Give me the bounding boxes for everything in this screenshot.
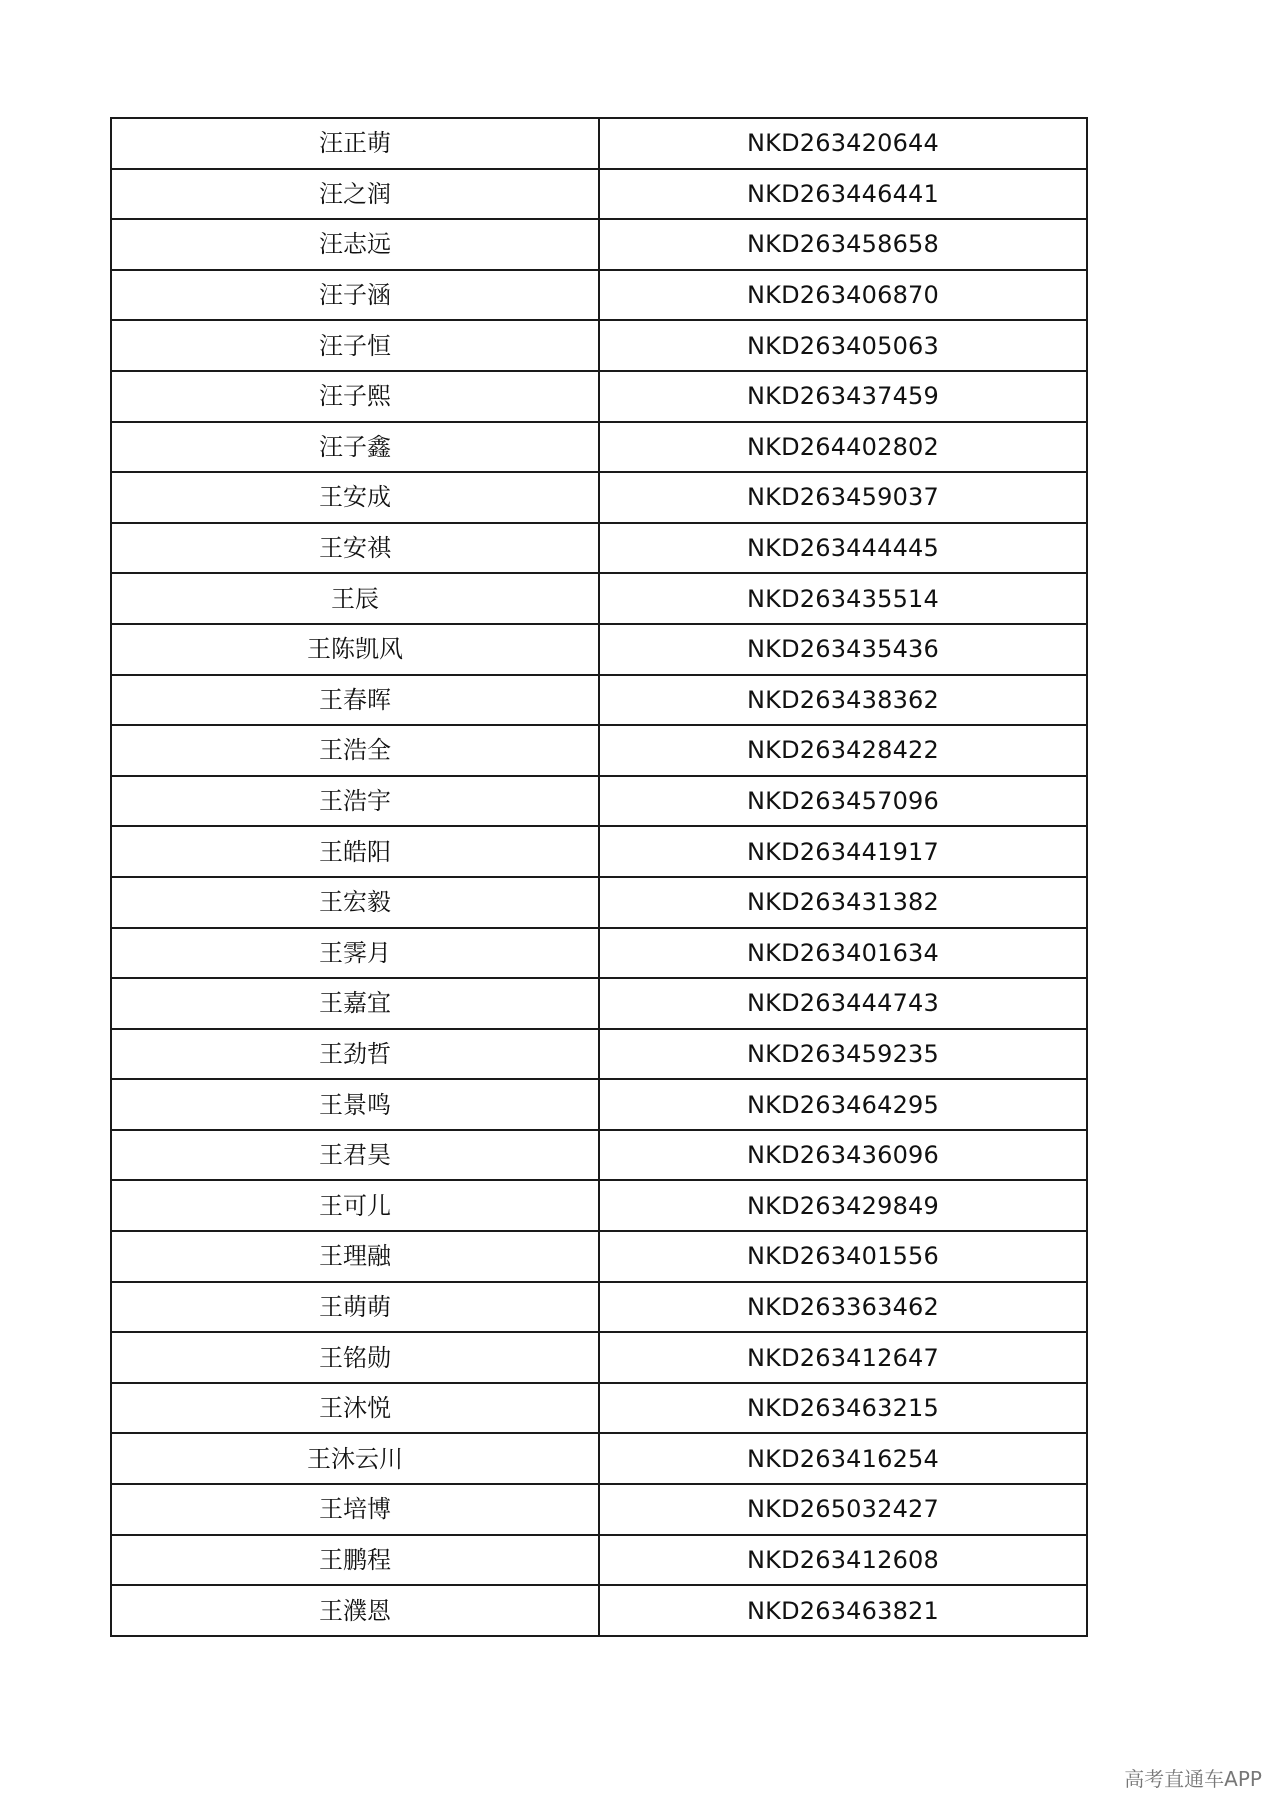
table-row [111,1383,1087,1434]
table-row [111,624,1087,675]
registration-id-cell: NKD263435436 [599,624,1087,675]
student-name-cell: 王春晖 [111,675,599,726]
student-name-cell: 王宏毅 [111,877,599,928]
student-name-cell: 汪正萌 [111,118,599,169]
table-row [111,472,1087,523]
student-name-cell: 汪子鑫 [111,422,599,473]
registration-id-cell: NKD263459037 [599,472,1087,523]
registration-id-cell: NKD263437459 [599,371,1087,422]
table-row [111,1180,1087,1231]
student-name-cell: 王霁月 [111,928,599,979]
registration-id-cell: NKD263463215 [599,1383,1087,1434]
watermark-label: 高考直通车APP [1124,1767,1262,1791]
student-name-cell: 王安祺 [111,523,599,574]
registration-id-cell: NKD263429849 [599,1180,1087,1231]
registration-id-cell: NKD265032427 [599,1484,1087,1535]
table-row [111,573,1087,624]
table-row [111,1585,1087,1636]
student-name-cell: 汪子熙 [111,371,599,422]
registration-id-cell: NKD264402802 [599,422,1087,473]
table-row [111,1484,1087,1535]
student-name-cell: 王安成 [111,472,599,523]
student-name-cell: 汪志远 [111,219,599,270]
student-name-cell: 王沐悦 [111,1383,599,1434]
table-row [111,1332,1087,1383]
table-row [111,320,1087,371]
student-name-cell: 汪子涵 [111,270,599,321]
registration-id-cell: NKD263441917 [599,826,1087,877]
roster-table [110,117,1088,1637]
student-name-cell: 王景鸣 [111,1079,599,1130]
table-row [111,978,1087,1029]
student-name-cell: 汪之润 [111,169,599,220]
student-name-cell: 王劲哲 [111,1029,599,1080]
registration-id-cell: NKD263363462 [599,1282,1087,1333]
table-row [111,1130,1087,1181]
student-name-cell: 汪子恒 [111,320,599,371]
registration-id-cell: NKD263464295 [599,1079,1087,1130]
table-row [111,877,1087,928]
registration-id-cell: NKD263428422 [599,725,1087,776]
student-name-cell: 王可儿 [111,1180,599,1231]
registration-id-cell: NKD263431382 [599,877,1087,928]
table-row [111,675,1087,726]
student-name-cell: 王浩宇 [111,776,599,827]
table-row [111,422,1087,473]
student-name-cell: 王浩全 [111,725,599,776]
table-row [111,1079,1087,1130]
table-row [111,1029,1087,1080]
registration-id-cell: NKD263401634 [599,928,1087,979]
table-row [111,118,1087,169]
table-row [111,523,1087,574]
table-row [111,1535,1087,1586]
registration-id-cell: NKD263435514 [599,573,1087,624]
table-row [111,1231,1087,1282]
registration-id-cell: NKD263446441 [599,169,1087,220]
registration-id-cell: NKD263405063 [599,320,1087,371]
registration-id-cell: NKD263457096 [599,776,1087,827]
registration-id-cell: NKD263412608 [599,1535,1087,1586]
registration-id-cell: NKD263406870 [599,270,1087,321]
table-row [111,928,1087,979]
table-row [111,776,1087,827]
student-name-cell: 王铭勋 [111,1332,599,1383]
table-row [111,1282,1087,1333]
student-name-cell: 王鹏程 [111,1535,599,1586]
registration-id-cell: NKD263401556 [599,1231,1087,1282]
registration-id-cell: NKD263463821 [599,1585,1087,1636]
student-name-cell: 王辰 [111,573,599,624]
registration-id-cell: NKD263459235 [599,1029,1087,1080]
registration-id-cell: NKD263412647 [599,1332,1087,1383]
student-name-cell: 王君昊 [111,1130,599,1181]
roster-table-body [111,118,1087,1636]
table-row [111,219,1087,270]
table-row [111,725,1087,776]
student-name-cell: 王嘉宜 [111,978,599,1029]
table-row [111,169,1087,220]
registration-id-cell: NKD263416254 [599,1433,1087,1484]
student-name-cell: 王陈凯风 [111,624,599,675]
registration-id-cell: NKD263444743 [599,978,1087,1029]
student-name-cell: 王理融 [111,1231,599,1282]
table-row [111,1433,1087,1484]
student-name-cell: 王培博 [111,1484,599,1535]
student-name-cell: 王萌萌 [111,1282,599,1333]
registration-id-cell: NKD263420644 [599,118,1087,169]
student-name-cell: 王皓阳 [111,826,599,877]
table-row [111,826,1087,877]
table-row [111,371,1087,422]
registration-id-cell: NKD263436096 [599,1130,1087,1181]
registration-id-cell: NKD263444445 [599,523,1087,574]
registration-id-cell: NKD263438362 [599,675,1087,726]
student-name-cell: 王濮恩 [111,1585,599,1636]
table-row [111,270,1087,321]
student-name-cell: 王沐云川 [111,1433,599,1484]
registration-id-cell: NKD263458658 [599,219,1087,270]
